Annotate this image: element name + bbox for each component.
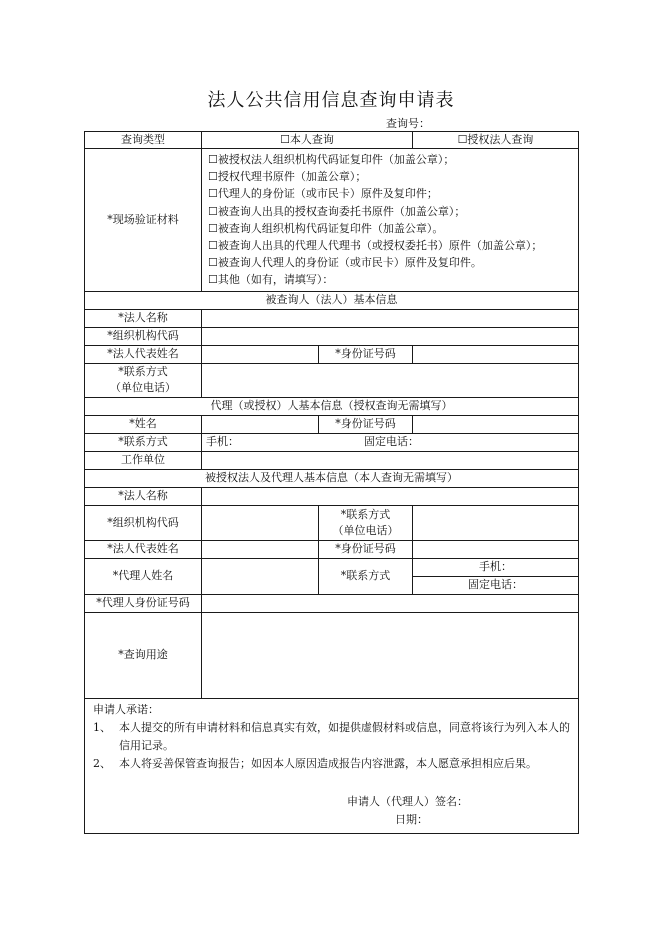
authorized-org-code-label: *组织机构代码 xyxy=(85,505,202,540)
authorized-agent-landline-field[interactable]: 固定电话： xyxy=(413,576,579,594)
subject-section-header: 被查询人（法人）基本信息 xyxy=(85,291,579,309)
material-checkbox[interactable]: ☐代理人的身份证（或市民卡）原件及复印件； xyxy=(208,187,438,201)
agent-section-header: 代理（或授权）人基本信息（授权查询无需填写） xyxy=(85,397,579,415)
authorized-agent-name-label: *代理人姓名 xyxy=(85,558,202,594)
authorized-rep-name-field[interactable] xyxy=(202,540,319,558)
materials-checklist xyxy=(202,149,579,292)
applicant-promise xyxy=(85,698,579,833)
query-number-label: 查询号： xyxy=(386,117,430,130)
subject-org-code-label: *组织机构代码 xyxy=(85,327,202,345)
page-title: 法人公共信用信息查询申请表 xyxy=(207,90,455,111)
authorized-contact-field[interactable] xyxy=(413,505,579,540)
query-type-authorized-checkbox[interactable]: ☐授权法人查询 xyxy=(413,132,579,149)
material-checkbox[interactable]: ☐被查询人组织机构代码证复印件（加盖公章）。 xyxy=(208,221,444,235)
authorized-legal-name-field[interactable] xyxy=(202,487,579,505)
date-label[interactable]: 日期： xyxy=(395,812,428,826)
agent-work-unit-label: 工作单位 xyxy=(85,451,202,469)
agent-mobile-label: 手机： xyxy=(206,435,239,449)
agent-id-label: *身份证号码 xyxy=(319,415,413,433)
query-type-label: 查询类型 xyxy=(85,132,202,149)
authorized-id-label: *身份证号码 xyxy=(319,540,413,558)
subject-legal-name-field[interactable] xyxy=(202,309,579,327)
material-checkbox[interactable]: ☐被授权法人组织机构代码证复印件（加盖公章）； xyxy=(208,153,455,166)
authorized-section-header: 被授权法人及代理人基本信息（本人查询无需填写） xyxy=(85,469,579,487)
agent-name-field[interactable] xyxy=(202,415,319,433)
material-checkbox[interactable]: ☐其他（如有，请填写）： xyxy=(208,273,334,287)
subject-rep-name-field[interactable] xyxy=(202,345,319,363)
agent-name-label: *姓名 xyxy=(85,415,202,433)
query-type-self-checkbox[interactable]: ☐本人查询 xyxy=(202,132,413,149)
subject-legal-name-label: *法人名称 xyxy=(85,309,202,327)
subject-id-field[interactable] xyxy=(413,345,579,363)
authorized-id-field[interactable] xyxy=(413,540,579,558)
material-checkbox[interactable]: ☐被查询人出具的授权查询委托书原件（加盖公章）； xyxy=(208,204,466,218)
authorized-agent-id-label: *代理人身份证号码 xyxy=(85,594,202,612)
subject-contact-field[interactable] xyxy=(202,363,579,397)
promise-item: 1、 本人提交的所有申请材料和信息真实有效，如提供虚假材料或信息，同意将该行为列入本人的信用记录。 xyxy=(93,720,570,752)
agent-work-unit-field[interactable] xyxy=(202,451,579,469)
authorized-agent-mobile-field[interactable]: 手机： xyxy=(413,558,579,576)
materials-label: *现场验证材料 xyxy=(85,149,202,292)
subject-rep-name-label: *法人代表姓名 xyxy=(85,345,202,363)
authorized-rep-name-label: *法人代表姓名 xyxy=(85,540,202,558)
material-checkbox[interactable]: ☐授权代理书原件（加盖公章）； xyxy=(208,170,367,184)
promise-heading: 申请人承诺： xyxy=(93,702,159,716)
material-checkbox[interactable]: ☐被查询人出具的代理人代理书（或授权委托书）原件（加盖公章）； xyxy=(208,239,543,253)
authorized-contact-label: *联系方式 （单位电话） xyxy=(319,505,413,540)
purpose-label: *查询用途 xyxy=(85,612,202,698)
authorized-agent-contact-label: *联系方式 xyxy=(319,558,413,594)
subject-org-code-field[interactable] xyxy=(202,327,579,345)
agent-id-field[interactable] xyxy=(413,415,579,433)
subject-contact-label: *联系方式 （单位电话） xyxy=(85,363,202,397)
material-checkbox[interactable]: ☐被查询人代理人的身份证（或市民卡）原件及复印件。 xyxy=(208,256,482,270)
purpose-field[interactable] xyxy=(202,612,579,698)
authorized-agent-name-field[interactable] xyxy=(202,558,319,594)
agent-contact-label: *联系方式 xyxy=(85,433,202,451)
application-form xyxy=(84,131,579,834)
agent-contact-field[interactable] xyxy=(202,433,579,451)
authorized-org-code-field[interactable] xyxy=(202,505,319,540)
agent-landline-label: 固定电话： xyxy=(364,435,419,449)
subject-id-label: *身份证号码 xyxy=(319,345,413,363)
authorized-legal-name-label: *法人名称 xyxy=(85,487,202,505)
promise-item: 2、 本人将妥善保管查询报告；如因本人原因造成报告内容泄露，本人愿意承担相应后果。 xyxy=(93,756,537,770)
authorized-agent-id-field[interactable] xyxy=(202,594,579,612)
signature-label[interactable]: 申请人（代理人）签名： xyxy=(347,794,468,808)
